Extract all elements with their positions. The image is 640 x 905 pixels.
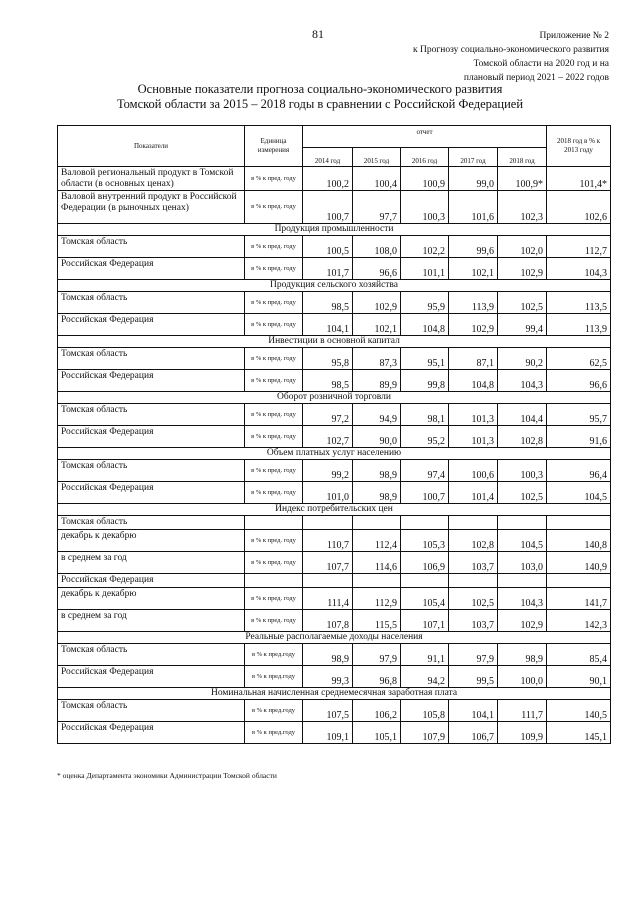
- header-report: отчет: [303, 126, 547, 148]
- section-title: Индекс потребительских цен: [58, 504, 611, 516]
- document-title: [0, 82, 640, 112]
- value-cell: 102,5: [498, 292, 547, 314]
- table-row: [58, 191, 611, 224]
- section-title: Инвестиции в основной капитал: [58, 336, 611, 348]
- appendix-line: к Прогнозу социально-экономического развития: [413, 45, 609, 55]
- value-cell: 102,9: [449, 314, 498, 336]
- header-indicator: Показатели: [58, 126, 245, 167]
- section-row: [58, 504, 611, 516]
- value-cell: 102,1: [449, 258, 498, 280]
- value-cell: 107,1: [401, 610, 449, 632]
- value-2018-vs-2013: 140,9: [547, 552, 611, 574]
- table-row: [58, 236, 611, 258]
- value-cell: 101,3: [449, 404, 498, 426]
- value-cell: 95,9: [401, 292, 449, 314]
- value-cell: 89,9: [353, 370, 401, 392]
- value-cell: 91,1: [401, 644, 449, 666]
- header-year: 2014 год: [303, 148, 353, 167]
- indicator-name: Российская Федерация: [58, 314, 245, 336]
- indicator-name: декабрь к декабрю: [58, 588, 245, 610]
- empty-cell: [449, 574, 498, 588]
- value-cell: 115,5: [353, 610, 401, 632]
- page-number: 81: [312, 27, 324, 41]
- value-cell: 99,4: [498, 314, 547, 336]
- value-cell: 107,5: [303, 700, 353, 722]
- indicator-name: Томская область: [58, 644, 245, 666]
- value-cell: 112,4: [353, 530, 401, 552]
- value-2018-vs-2013: 104,3: [547, 258, 611, 280]
- value-cell: 102,9: [353, 292, 401, 314]
- table-row: [58, 482, 611, 504]
- value-cell: 100,9*: [498, 167, 547, 191]
- value-cell: 100,6: [449, 460, 498, 482]
- value-cell: 100,0: [498, 666, 547, 688]
- unit-cell: в % к пред. году: [245, 292, 303, 314]
- value-cell: 99,0: [449, 167, 498, 191]
- value-cell: 98,5: [303, 292, 353, 314]
- header-2018-vs-2013: 2018 год в % к 2013 году: [547, 126, 611, 167]
- unit-cell: в % к пред. году: [245, 482, 303, 504]
- section-row: [58, 688, 611, 700]
- section-title: Объем платных услуг населению: [58, 448, 611, 460]
- empty-cell: [245, 516, 303, 530]
- value-cell: 97,9: [353, 644, 401, 666]
- section-row: [58, 392, 611, 404]
- value-cell: 95,1: [401, 348, 449, 370]
- value-cell: 102,9: [498, 610, 547, 632]
- unit-cell: в % к пред. году: [245, 370, 303, 392]
- unit-cell: в % к пред. году: [245, 552, 303, 574]
- indicator-name: Томская область: [58, 292, 245, 314]
- value-cell: 107,8: [303, 610, 353, 632]
- value-2018-vs-2013: 91,6: [547, 426, 611, 448]
- value-cell: 107,7: [303, 552, 353, 574]
- group-label-row: [58, 516, 611, 530]
- value-cell: 100,7: [401, 482, 449, 504]
- value-cell: 99,3: [303, 666, 353, 688]
- section-row: [58, 224, 611, 236]
- table-body: [58, 167, 611, 744]
- value-2018-vs-2013: 96,6: [547, 370, 611, 392]
- value-cell: 98,9: [353, 460, 401, 482]
- value-cell: 102,5: [449, 588, 498, 610]
- header-year: 2017 год: [449, 148, 498, 167]
- value-cell: 98,1: [401, 404, 449, 426]
- value-cell: 98,9: [498, 644, 547, 666]
- value-cell: 100,4: [353, 167, 401, 191]
- value-cell: 104,1: [449, 700, 498, 722]
- table-row: [58, 610, 611, 632]
- value-2018-vs-2013: 141,7: [547, 588, 611, 610]
- value-cell: 101,0: [303, 482, 353, 504]
- value-2018-vs-2013: 140,8: [547, 530, 611, 552]
- value-2018-vs-2013: 113,9: [547, 314, 611, 336]
- unit-cell: в % к пред. году: [245, 530, 303, 552]
- value-cell: 98,9: [353, 482, 401, 504]
- table-row: [58, 348, 611, 370]
- value-cell: 106,2: [353, 700, 401, 722]
- unit-cell: в % к пред. году: [245, 610, 303, 632]
- group-label: Российская Федерация: [58, 574, 245, 588]
- value-cell: 101,4: [449, 482, 498, 504]
- table-row: [58, 666, 611, 688]
- value-2018-vs-2013: 90,1: [547, 666, 611, 688]
- section-row: [58, 336, 611, 348]
- value-2018-vs-2013: 62,5: [547, 348, 611, 370]
- indicator-name: в среднем за год: [58, 552, 245, 574]
- unit-cell: в % к пред.году: [245, 722, 303, 744]
- table-row: [58, 167, 611, 191]
- value-cell: 104,5: [498, 530, 547, 552]
- indicator-name: в среднем за год: [58, 610, 245, 632]
- value-cell: 96,6: [353, 258, 401, 280]
- table-row: [58, 530, 611, 552]
- unit-cell: в % к пред.году: [245, 644, 303, 666]
- value-cell: 100,2: [303, 167, 353, 191]
- value-cell: 87,1: [449, 348, 498, 370]
- value-cell: 104,3: [498, 370, 547, 392]
- value-cell: 100,3: [401, 191, 449, 224]
- value-cell: 102,9: [498, 258, 547, 280]
- value-2018-vs-2013: 95,7: [547, 404, 611, 426]
- header-year: 2016 год: [401, 148, 449, 167]
- table-row: [58, 292, 611, 314]
- value-cell: 98,9: [303, 644, 353, 666]
- value-cell: 100,3: [498, 460, 547, 482]
- table-row: [58, 370, 611, 392]
- value-cell: 90,2: [498, 348, 547, 370]
- value-cell: 87,3: [353, 348, 401, 370]
- value-cell: 97,7: [353, 191, 401, 224]
- empty-cell: [245, 574, 303, 588]
- value-cell: 105,1: [353, 722, 401, 744]
- value-cell: 112,9: [353, 588, 401, 610]
- header-unit: Единица измерения: [245, 126, 303, 167]
- appendix-note: [413, 29, 609, 85]
- value-cell: 102,7: [303, 426, 353, 448]
- unit-cell: в % к пред.году: [245, 666, 303, 688]
- indicator-name: Томская область: [58, 236, 245, 258]
- value-cell: 101,6: [449, 191, 498, 224]
- value-cell: 111,7: [498, 700, 547, 722]
- value-cell: 106,9: [401, 552, 449, 574]
- table-row: [58, 314, 611, 336]
- value-cell: 99,8: [401, 370, 449, 392]
- value-cell: 108,0: [353, 236, 401, 258]
- unit-cell: в % к пред. году: [245, 314, 303, 336]
- value-cell: 104,8: [449, 370, 498, 392]
- value-2018-vs-2013: 85,4: [547, 644, 611, 666]
- section-row: [58, 280, 611, 292]
- empty-cell: [547, 574, 611, 588]
- section-title: Номинальная начисленная среднемесячная заработная плата: [58, 688, 611, 700]
- table-row: [58, 722, 611, 744]
- value-2018-vs-2013: 142,3: [547, 610, 611, 632]
- value-cell: 101,7: [303, 258, 353, 280]
- appendix-line: Приложение № 2: [539, 31, 609, 41]
- value-cell: 105,3: [401, 530, 449, 552]
- empty-cell: [303, 516, 353, 530]
- empty-cell: [303, 574, 353, 588]
- table-row: [58, 552, 611, 574]
- section-title: Продукция промышленности: [58, 224, 611, 236]
- value-2018-vs-2013: 96,4: [547, 460, 611, 482]
- footnote: * оценка Департамента экономики Администрации Томской области: [57, 771, 277, 780]
- value-cell: 97,2: [303, 404, 353, 426]
- unit-cell: в % к пред.году: [245, 700, 303, 722]
- value-cell: 101,3: [449, 426, 498, 448]
- unit-cell: в % к пред. году: [245, 236, 303, 258]
- value-cell: 102,8: [449, 530, 498, 552]
- indicator-name: Валовой региональный продукт в Томской области (в основных ценах): [58, 167, 245, 191]
- section-title: Оборот розничной торговли: [58, 392, 611, 404]
- value-cell: 99,6: [449, 236, 498, 258]
- value-2018-vs-2013: 102,6: [547, 191, 611, 224]
- value-cell: 102,3: [498, 191, 547, 224]
- indicator-name: Российская Федерация: [58, 722, 245, 744]
- unit-cell: в % к пред. году: [245, 426, 303, 448]
- value-2018-vs-2013: 113,5: [547, 292, 611, 314]
- value-cell: 102,1: [353, 314, 401, 336]
- table-row: [58, 460, 611, 482]
- unit-cell: в % к пред. году: [245, 348, 303, 370]
- value-cell: 90,0: [353, 426, 401, 448]
- empty-cell: [498, 574, 547, 588]
- value-cell: 103,7: [449, 552, 498, 574]
- indicator-name: Российская Федерация: [58, 258, 245, 280]
- appendix-line: Томской области на 2020 год и на: [473, 59, 609, 69]
- value-cell: 114,6: [353, 552, 401, 574]
- empty-cell: [401, 516, 449, 530]
- empty-cell: [401, 574, 449, 588]
- empty-cell: [353, 574, 401, 588]
- value-cell: 103,0: [498, 552, 547, 574]
- value-cell: 109,1: [303, 722, 353, 744]
- indicator-name: Российская Федерация: [58, 370, 245, 392]
- value-cell: 102,8: [498, 426, 547, 448]
- table-row: [58, 644, 611, 666]
- value-2018-vs-2013: 104,5: [547, 482, 611, 504]
- value-2018-vs-2013: 101,4*: [547, 167, 611, 191]
- empty-cell: [353, 516, 401, 530]
- value-cell: 106,7: [449, 722, 498, 744]
- value-cell: 100,9: [401, 167, 449, 191]
- group-label: Томская область: [58, 516, 245, 530]
- value-cell: 100,5: [303, 236, 353, 258]
- appendix-line: плановый период 2021 – 2022 годов: [463, 73, 609, 83]
- unit-cell: в % к пред. году: [245, 167, 303, 191]
- value-cell: 98,5: [303, 370, 353, 392]
- value-2018-vs-2013: 140,5: [547, 700, 611, 722]
- indicator-name: Валовой внутренний продукт в Российской Федерации (в рыночных ценах): [58, 191, 245, 224]
- header-year: 2015 год: [353, 148, 401, 167]
- value-2018-vs-2013: 145,1: [547, 722, 611, 744]
- value-cell: 105,8: [401, 700, 449, 722]
- empty-cell: [498, 516, 547, 530]
- value-cell: 100,7: [303, 191, 353, 224]
- indicator-name: Российская Федерация: [58, 426, 245, 448]
- group-label-row: [58, 574, 611, 588]
- indicator-name: декабрь к декабрю: [58, 530, 245, 552]
- empty-cell: [449, 516, 498, 530]
- title-line: Томской области за 2015 – 2018 годы в сравнении с Российской Федерацией: [116, 97, 524, 111]
- value-cell: 99,2: [303, 460, 353, 482]
- value-cell: 107,9: [401, 722, 449, 744]
- value-cell: 95,8: [303, 348, 353, 370]
- value-cell: 104,1: [303, 314, 353, 336]
- indicator-name: Российская Федерация: [58, 482, 245, 504]
- indicator-name: Томская область: [58, 700, 245, 722]
- section-row: [58, 448, 611, 460]
- value-cell: 104,8: [401, 314, 449, 336]
- indicator-name: Томская область: [58, 404, 245, 426]
- value-cell: 102,0: [498, 236, 547, 258]
- table-row: [58, 588, 611, 610]
- indicator-name: Российская Федерация: [58, 666, 245, 688]
- value-cell: 101,1: [401, 258, 449, 280]
- value-2018-vs-2013: 112,7: [547, 236, 611, 258]
- indicator-name: Томская область: [58, 348, 245, 370]
- unit-cell: в % к пред. году: [245, 191, 303, 224]
- value-cell: 104,4: [498, 404, 547, 426]
- value-cell: 97,4: [401, 460, 449, 482]
- table-row: [58, 258, 611, 280]
- value-cell: 94,2: [401, 666, 449, 688]
- indicators-table: [57, 125, 611, 744]
- unit-cell: в % к пред. году: [245, 258, 303, 280]
- value-cell: 102,2: [401, 236, 449, 258]
- unit-cell: в % к пред. году: [245, 404, 303, 426]
- value-cell: 103,7: [449, 610, 498, 632]
- section-row: [58, 632, 611, 644]
- value-cell: 97,9: [449, 644, 498, 666]
- value-cell: 104,3: [498, 588, 547, 610]
- value-cell: 99,5: [449, 666, 498, 688]
- value-cell: 94,9: [353, 404, 401, 426]
- value-cell: 111,4: [303, 588, 353, 610]
- indicator-name: Томская область: [58, 460, 245, 482]
- value-cell: 95,2: [401, 426, 449, 448]
- title-line: Основные показатели прогноза социально-экономического развития: [137, 82, 503, 96]
- empty-cell: [547, 516, 611, 530]
- value-cell: 105,4: [401, 588, 449, 610]
- header-year: 2018 год: [498, 148, 547, 167]
- value-cell: 109,9: [498, 722, 547, 744]
- section-title: Реальные располагаемые доходы населения: [58, 632, 611, 644]
- value-cell: 110,7: [303, 530, 353, 552]
- unit-cell: в % к пред. году: [245, 460, 303, 482]
- section-title: Продукция сельского хозяйства: [58, 280, 611, 292]
- unit-cell: в % к пред. году: [245, 588, 303, 610]
- table-row: [58, 426, 611, 448]
- value-cell: 113,9: [449, 292, 498, 314]
- table-row: [58, 404, 611, 426]
- value-cell: 96,8: [353, 666, 401, 688]
- table-row: [58, 700, 611, 722]
- value-cell: 102,5: [498, 482, 547, 504]
